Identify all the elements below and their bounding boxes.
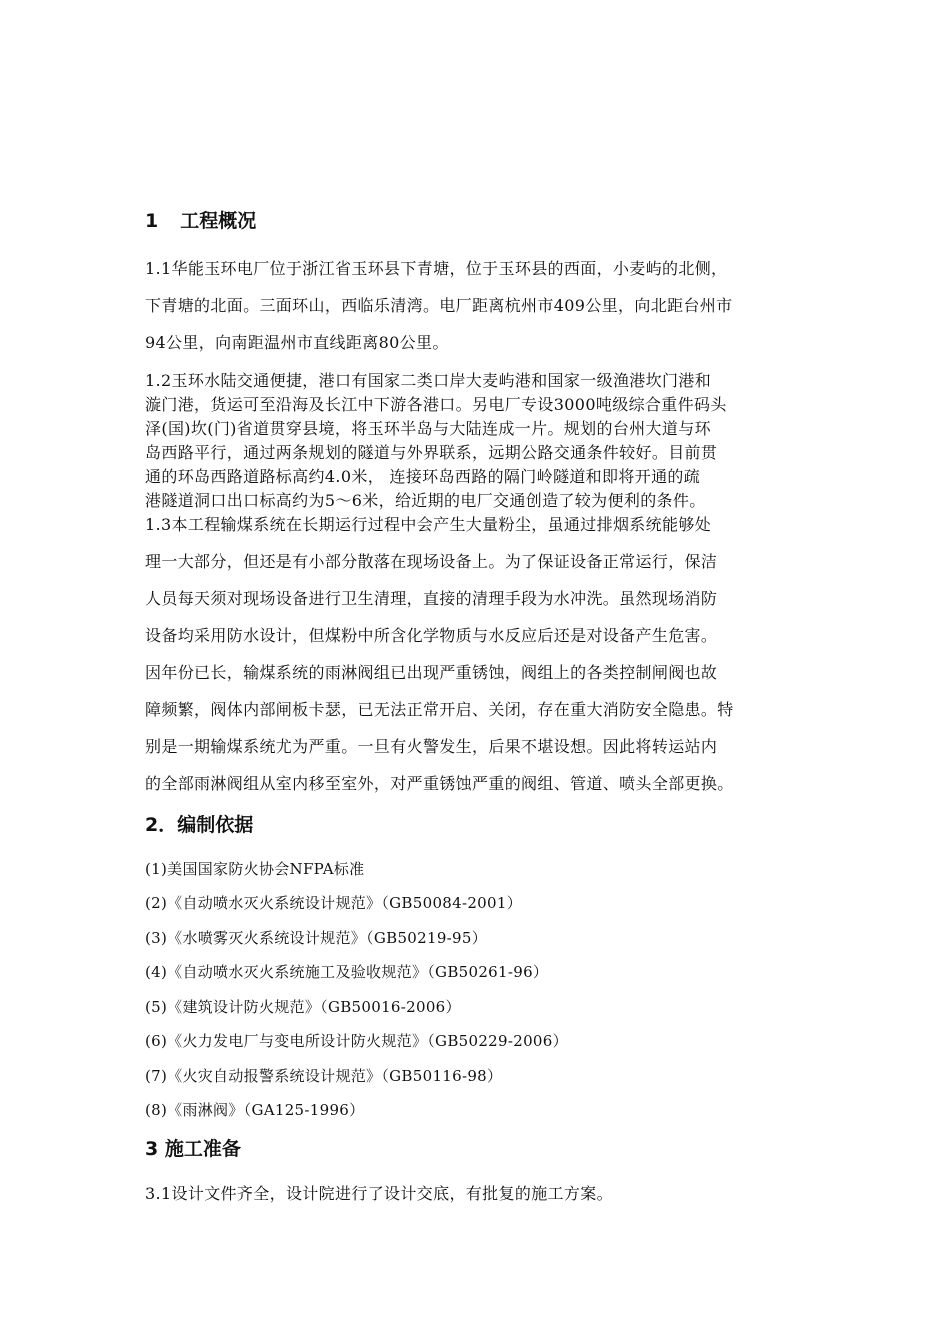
section-2-heading: 2．编制依据 <box>145 814 254 836</box>
reference-item: (6)《火力发电厂与变电所设计防火规范》（GB50229-2006） <box>145 1032 568 1050</box>
reference-item: (5)《建筑设计防火规范》（GB50016-2006） <box>145 998 461 1016</box>
reference-item: (3)《水喷雾灭火系统设计规范》（GB50219-95） <box>145 929 488 947</box>
paragraph-1-2-line: 通的环岛西路道路标高约4.0米， 连接环岛西路的隔门岭隧道和即将开通的疏 <box>145 467 701 486</box>
paragraph-1-1-line: 94公里，向南距温州市直线距离80公里。 <box>145 333 449 352</box>
paragraph-1-3-line: 别是一期输煤系统尤为严重。一旦有火警发生，后果不堪设想。因此将转运站内 <box>145 737 718 756</box>
paragraph-1-3-line: 设备均采用防水设计，但煤粉中所含化学物质与水反应后还是对设备产生危害。 <box>145 626 718 645</box>
paragraph-1-2-line: 港隧道洞口出口标高约为5～6米，给近期的电厂交通创造了较为便利的条件。 <box>145 491 706 510</box>
section-3-heading: 3 施工准备 <box>145 1138 241 1160</box>
paragraph-1-1-line: 1.1华能玉环电厂位于浙江省玉环县下青塘，位于玉环县的西面，小麦屿的北侧， <box>145 259 728 278</box>
paragraph-1-2-line: 岛西路平行，通过两条规划的隧道与外界联系，远期公路交通条件较好。目前贯 <box>145 443 718 462</box>
paragraph-1-3-line: 障频繁，阀体内部闸板卡瑟，已无法正常开启、关闭，存在重大消防安全隐患。特 <box>145 700 734 719</box>
reference-item: (4)《自动喷水灭火系统施工及验收规范》（GB50261-96） <box>145 963 549 981</box>
paragraph-1-2-line: 1.2玉环水陆交通便捷，港口有国家二类口岸大麦屿港和国家一级渔港坎门港和 <box>145 371 712 390</box>
paragraph-1-3-line: 的全部雨淋阀组从室内移至室外，对严重锈蚀严重的阀组、管道、喷头全部更换。 <box>145 774 734 793</box>
paragraph-1-3-line: 因年份已长，输煤系统的雨淋阀组已出现严重锈蚀，阀组上的各类控制闸阀也故 <box>145 663 718 682</box>
paragraph-3-1-line: 3.1设计文件齐全，设计院进行了设计交底，有批复的施工方案。 <box>145 1184 613 1203</box>
paragraph-1-2-line: 漩门港，货运可至沿海及长江中下游各港口。另电厂专设3000吨级综合重件码头 <box>145 395 727 414</box>
paragraph-1-3-line: 理一大部分，但还是有小部分散落在现场设备上。为了保证设备正常运行，保洁 <box>145 552 718 571</box>
reference-item: (2)《自动喷水灭火系统设计规范》（GB50084-2001） <box>145 894 523 912</box>
paragraph-1-3-line: 人员每天须对现场设备进行卫生清理，直接的清理手段为水冲洗。虽然现场消防 <box>145 589 718 608</box>
section-1-title: 工程概况 <box>180 210 257 232</box>
section-1-number: 1 <box>145 210 159 232</box>
paragraph-1-2-line: 泽(国)坎(门)省道贯穿县境，将玉环半岛与大陆连成一片。规划的台州大道与环 <box>145 419 711 438</box>
reference-item: (8)《雨淋阀》（GA125-1996） <box>145 1101 365 1119</box>
reference-item: (1)美国国家防火协会NFPA标准 <box>145 860 365 878</box>
section-1-heading <box>145 209 256 233</box>
paragraph-1-1-line: 下青塘的北面。三面环山，西临乐清湾。电厂距离杭州市409公里，向北距台州市 <box>145 296 733 315</box>
paragraph-1-3-line: 1.3本工程输煤系统在长期运行过程中会产生大量粉尘，虽通过排烟系统能够处 <box>145 515 712 534</box>
reference-item: (7)《火灾自动报警系统设计规范》（GB50116-98） <box>145 1067 503 1085</box>
